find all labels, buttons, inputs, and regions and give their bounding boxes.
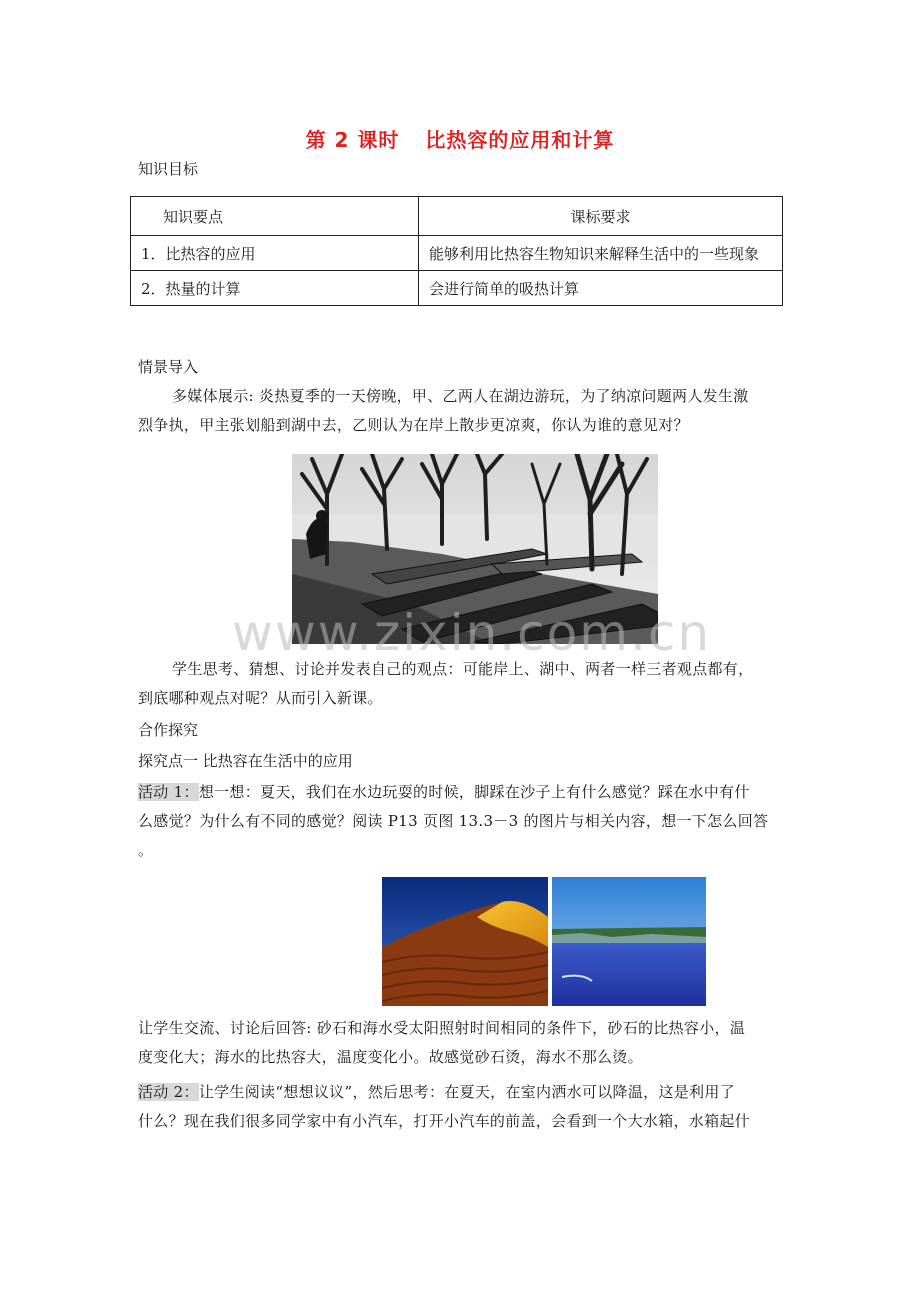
desert-dune-photo (382, 877, 548, 1006)
desert-dune-photo-image (382, 877, 548, 1006)
text-line: 么感觉？为什么有不同的感觉？阅读 P13 页图 13.3－3 的图片与相关内容，想一下怎么回答 (138, 812, 769, 830)
text-line: 让学生交流、讨论后回答: 砂石和海水受太阳照射时间相同的条件下，砂石的比热容小，温 (138, 1019, 746, 1037)
activity1-label: 活动 1： (138, 783, 199, 801)
coop-heading: 合作探究 (138, 721, 199, 739)
text-line (138, 778, 788, 807)
lesson-number: 第 2 课时 (305, 128, 400, 152)
table-header-cell: 课标要求 (419, 197, 783, 236)
answer-paragraph (138, 1014, 788, 1072)
activity2-paragraph (138, 1078, 788, 1136)
intro-paragraph (138, 382, 788, 440)
table-header-cell: 知识要点 (131, 197, 419, 236)
text-line: 度变化大；海水的比热容大，温度变化小。故感觉砂石烫，海水不那么烫。 (138, 1048, 643, 1066)
lesson-topic: 比热容的应用和计算 (425, 128, 615, 152)
student-paragraph (138, 655, 788, 713)
knowledge-table (130, 196, 783, 306)
table-cell: 2．热量的计算 (131, 271, 419, 306)
table-cell: 能够利用比热容生物知识来解释生活中的一些现象 (419, 236, 783, 271)
table-row (131, 271, 783, 306)
text-line: 多媒体展示: 炎热夏季的一天傍晚，甲、乙两人在湖边游玩，为了纳凉问题两人发生激 (172, 387, 749, 405)
page-title (0, 124, 920, 153)
table-header-row (131, 197, 783, 236)
text-line: 学生思考、猜想、讨论并发表自己的观点：可能岸上、湖中、两者一样三者观点都有， (172, 660, 754, 678)
point1-heading: 探究点一 比热容在生活中的应用 (138, 752, 353, 770)
text-line: 什么？现在我们很多同学家中有小汽车，打开小汽车的前盖，会看到一个大水箱，水箱起什 (138, 1112, 751, 1130)
text-line (138, 1078, 788, 1107)
activity2-label: 活动 2： (138, 1083, 199, 1101)
table-cell: 1．比热容的应用 (131, 236, 419, 271)
seaside-photo-image (552, 877, 706, 1006)
text-line: 烈争执，甲主张划船到湖中去，乙则认为在岸上散步更凉爽，你认为谁的意见对？ (138, 416, 689, 434)
activity1-text: 想一想：夏天，我们在水边玩耍的时候，脚踩在沙子上有什么感觉？踩在水中有什 (198, 783, 750, 801)
knowledge-goal-heading: 知识目标 (138, 160, 199, 178)
text-line: 到底哪种观点对呢？从而引入新课。 (138, 689, 383, 707)
table-cell: 会进行简单的吸热计算 (419, 271, 783, 306)
watermark: www.zixin.com.cn (232, 604, 712, 662)
table-row (131, 236, 783, 271)
activity2-text: 让学生阅读“想想议议”，然后思考：在夏天，在室内洒水可以降温，这是利用了 (198, 1083, 735, 1101)
activity1-paragraph (138, 778, 788, 865)
text-line: 。 (138, 841, 154, 859)
seaside-photo (552, 877, 706, 1006)
intro-heading: 情景导入 (138, 358, 199, 376)
